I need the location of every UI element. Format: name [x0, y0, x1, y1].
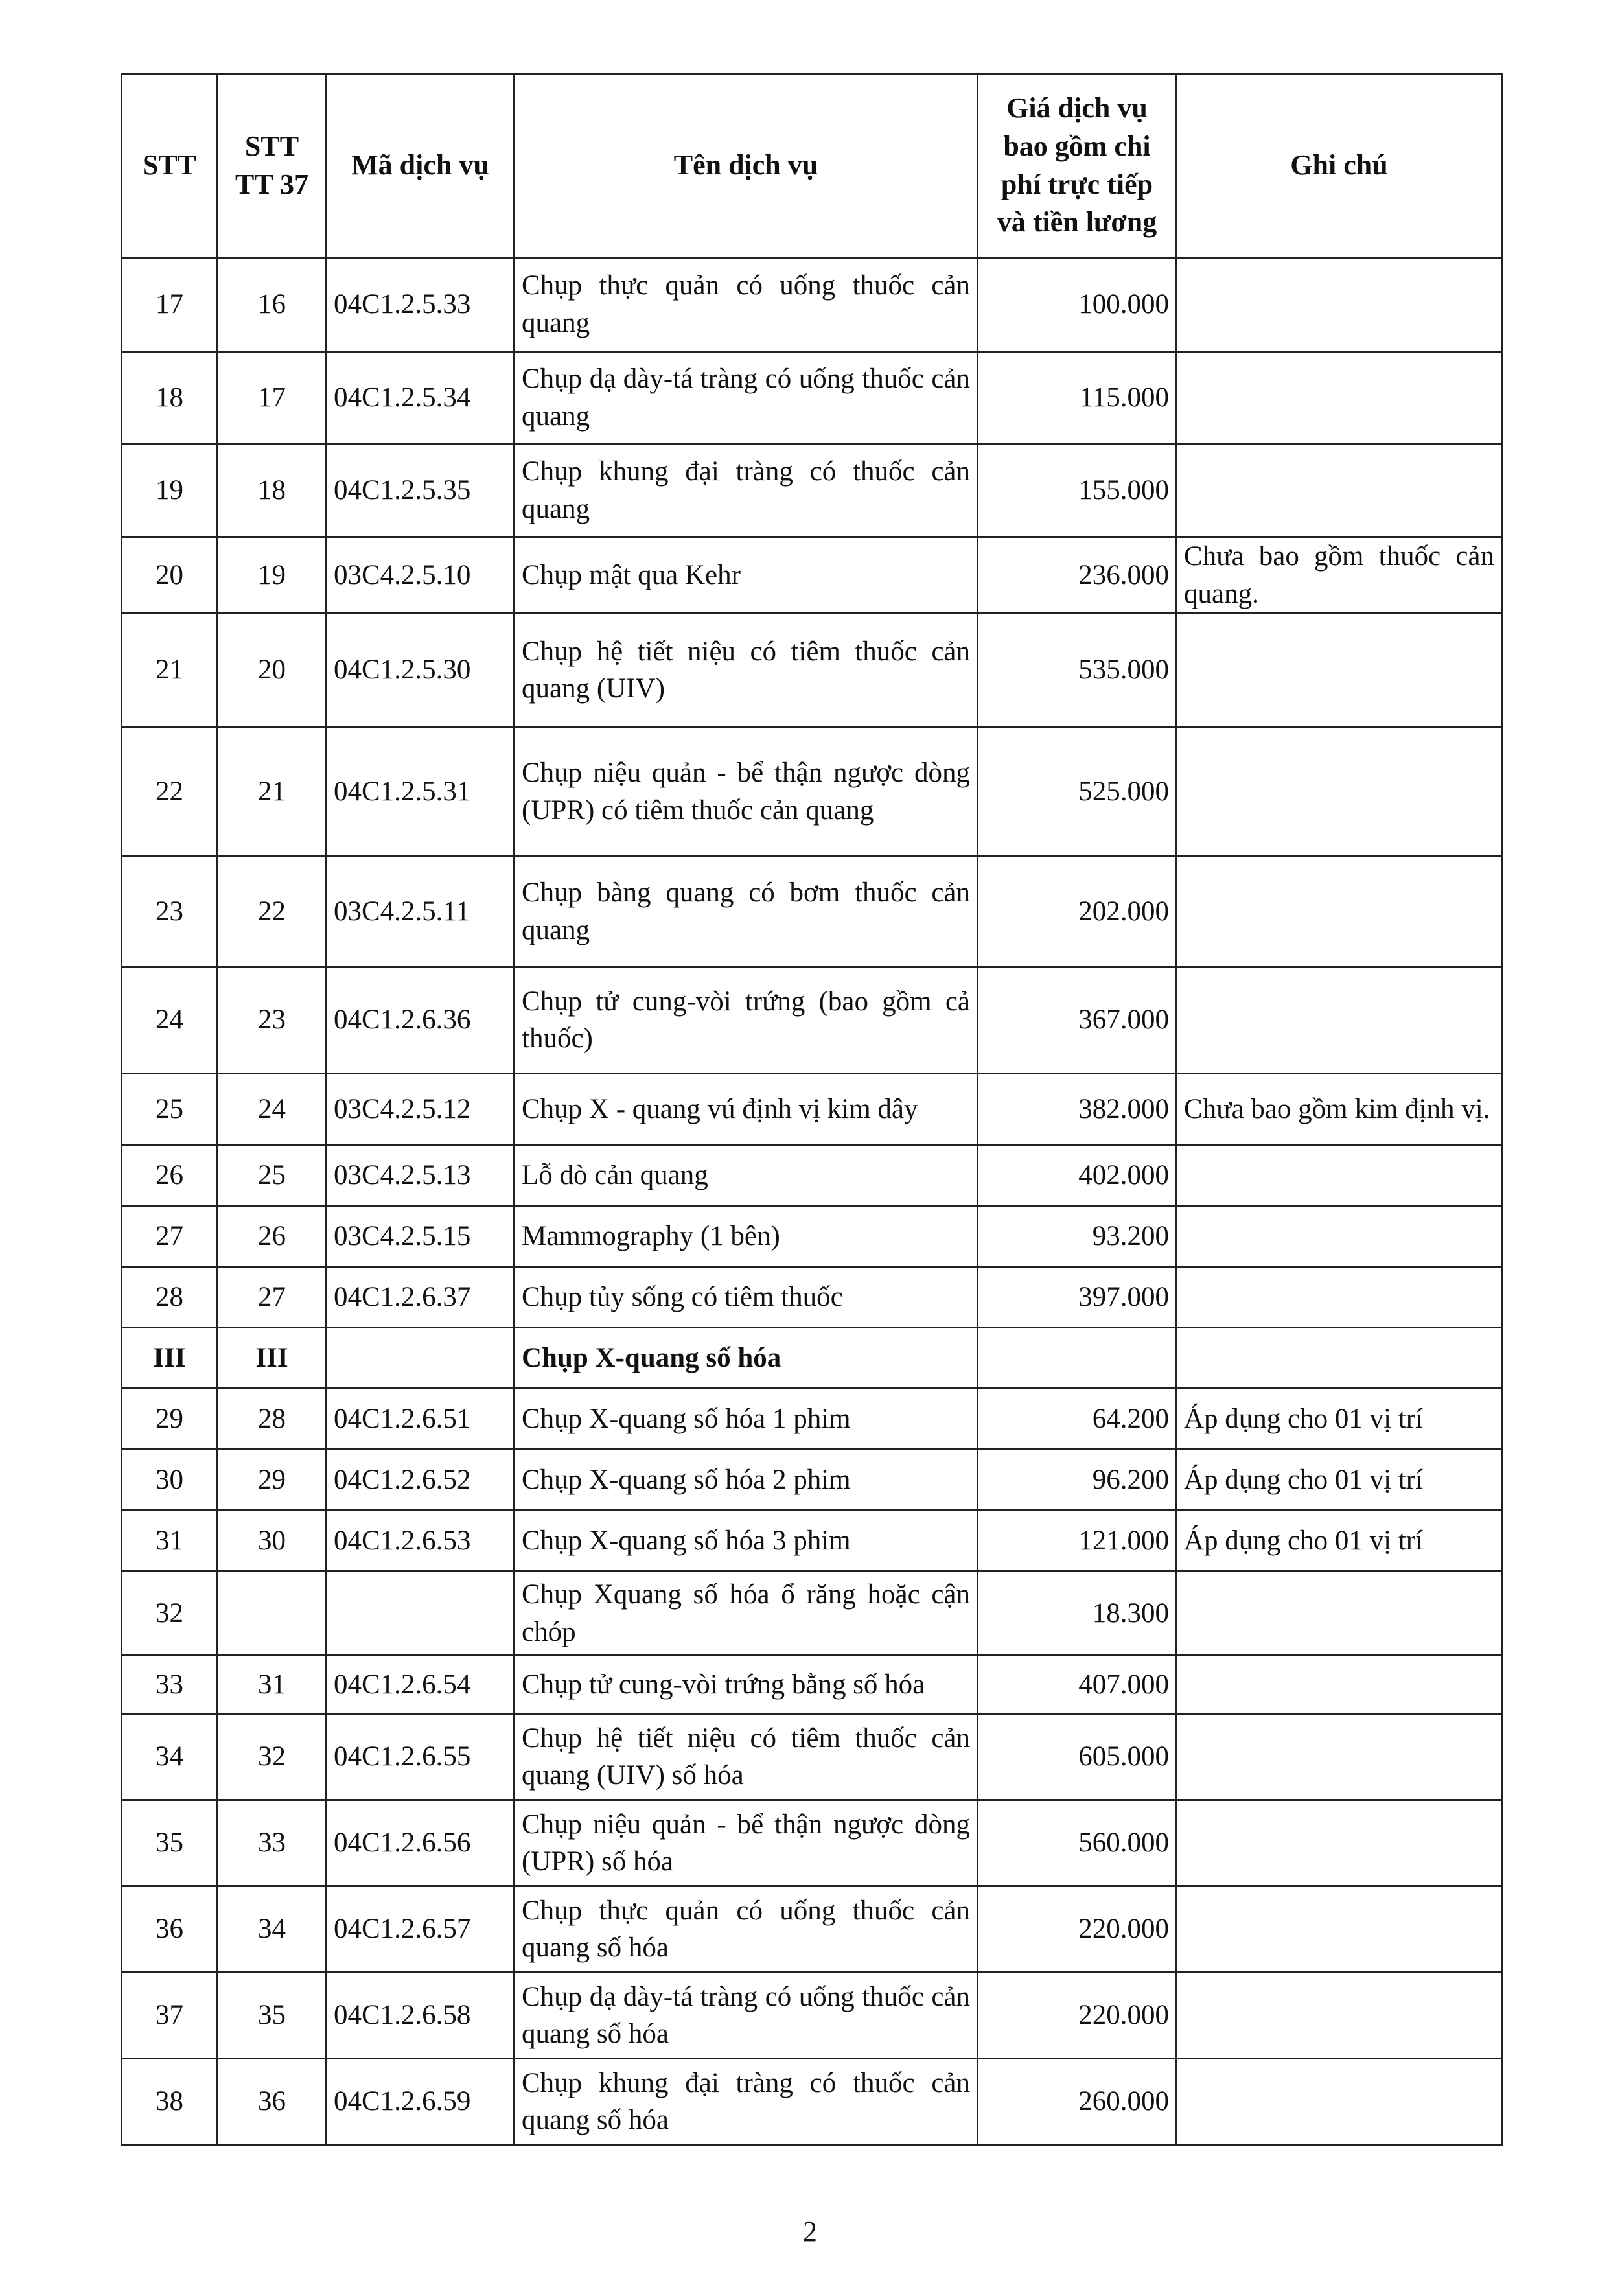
cell-note — [1177, 1973, 1502, 2059]
cell-stt-tt37: 17 — [218, 352, 327, 445]
header-stt: STT — [122, 74, 218, 258]
cell-stt-tt37: 25 — [218, 1145, 327, 1206]
table-row — [122, 614, 1502, 727]
cell-stt: III — [122, 1328, 218, 1389]
cell-service-name: Chụp X-quang số hóa 3 phim — [515, 1511, 978, 1571]
cell-service-name: Chụp dạ dày-tá tràng có uống thuốc cản quang số hóa — [515, 1973, 978, 2059]
cell-service-code: 04C1.2.5.31 — [327, 727, 515, 857]
cell-stt-tt37: 20 — [218, 614, 327, 727]
cell-service-code: 03C4.2.5.13 — [327, 1145, 515, 1206]
cell-stt-tt37: 29 — [218, 1450, 327, 1511]
cell-note — [1177, 967, 1502, 1074]
cell-stt-tt37: 24 — [218, 1074, 327, 1145]
cell-service-name: Chụp X-quang số hóa — [515, 1328, 978, 1389]
cell-stt: 29 — [122, 1389, 218, 1450]
cell-price: 535.000 — [978, 614, 1177, 727]
cell-price: 155.000 — [978, 445, 1177, 537]
cell-service-code: 04C1.2.6.37 — [327, 1267, 515, 1328]
cell-price: 260.000 — [978, 2059, 1177, 2145]
cell-note — [1177, 1571, 1502, 1656]
table-row — [122, 1886, 1502, 1973]
cell-note — [1177, 857, 1502, 967]
table-row — [122, 1267, 1502, 1328]
cell-stt-tt37: 21 — [218, 727, 327, 857]
cell-service-name: Chụp khung đại tràng có thuốc cản quang số hóa — [515, 2059, 978, 2145]
cell-price: 18.300 — [978, 1571, 1177, 1656]
cell-note — [1177, 1800, 1502, 1886]
cell-note: Áp dụng cho 01 vị trí — [1177, 1389, 1502, 1450]
cell-stt: 20 — [122, 537, 218, 614]
cell-price: 93.200 — [978, 1206, 1177, 1267]
table-row — [122, 857, 1502, 967]
cell-note: Chưa bao gồm thuốc cản quang. — [1177, 537, 1502, 614]
cell-stt: 21 — [122, 614, 218, 727]
cell-price: 382.000 — [978, 1074, 1177, 1145]
cell-price: 220.000 — [978, 1886, 1177, 1973]
table-row — [122, 258, 1502, 352]
table-header-row — [122, 74, 1502, 258]
cell-price: 236.000 — [978, 537, 1177, 614]
cell-price: 96.200 — [978, 1450, 1177, 1511]
table-row — [122, 1074, 1502, 1145]
cell-service-code: 04C1.2.6.52 — [327, 1450, 515, 1511]
cell-note — [1177, 258, 1502, 352]
cell-service-name: Chụp X - quang vú định vị kim dây — [515, 1074, 978, 1145]
cell-stt-tt37: 27 — [218, 1267, 327, 1328]
cell-note — [1177, 352, 1502, 445]
header-stt-tt37: STT TT 37 — [218, 74, 327, 258]
cell-stt-tt37: 31 — [218, 1656, 327, 1714]
cell-service-name: Chụp mật qua Kehr — [515, 537, 978, 614]
cell-service-name: Lỗ dò cản quang — [515, 1145, 978, 1206]
cell-stt: 30 — [122, 1450, 218, 1511]
table-row — [122, 1206, 1502, 1267]
cell-stt-tt37: 18 — [218, 445, 327, 537]
cell-service-name: Chụp khung đại tràng có thuốc cản quang — [515, 445, 978, 537]
cell-stt: 38 — [122, 2059, 218, 2145]
cell-service-name: Chụp Xquang số hóa ổ răng hoặc cận chóp — [515, 1571, 978, 1656]
cell-stt: 26 — [122, 1145, 218, 1206]
cell-service-code: 04C1.2.5.35 — [327, 445, 515, 537]
table-body — [122, 258, 1502, 2145]
cell-price: 560.000 — [978, 1800, 1177, 1886]
cell-stt: 18 — [122, 352, 218, 445]
cell-price: 525.000 — [978, 727, 1177, 857]
cell-service-code: 04C1.2.6.54 — [327, 1656, 515, 1714]
cell-stt-tt37: 32 — [218, 1714, 327, 1800]
cell-note — [1177, 1714, 1502, 1800]
cell-stt-tt37: 16 — [218, 258, 327, 352]
cell-price: 397.000 — [978, 1267, 1177, 1328]
cell-price — [978, 1328, 1177, 1389]
cell-stt: 33 — [122, 1656, 218, 1714]
cell-price: 407.000 — [978, 1656, 1177, 1714]
table-row — [122, 1389, 1502, 1450]
cell-service-code: 04C1.2.5.34 — [327, 352, 515, 445]
cell-service-code — [327, 1571, 515, 1656]
cell-stt: 23 — [122, 857, 218, 967]
cell-service-name: Chụp niệu quản - bể thận ngược dòng (UPR) số hóa — [515, 1800, 978, 1886]
cell-service-name: Chụp hệ tiết niệu có tiêm thuốc cản quang (UIV) số hóa — [515, 1714, 978, 1800]
cell-price: 100.000 — [978, 258, 1177, 352]
cell-service-code: 04C1.2.5.33 — [327, 258, 515, 352]
cell-service-name: Chụp hệ tiết niệu có tiêm thuốc cản quang (UIV) — [515, 614, 978, 727]
cell-stt-tt37: 28 — [218, 1389, 327, 1450]
table-row — [122, 352, 1502, 445]
table-row — [122, 2059, 1502, 2145]
table-row — [122, 537, 1502, 614]
cell-service-name: Chụp tử cung-vòi trứng bằng số hóa — [515, 1656, 978, 1714]
cell-service-name: Chụp X-quang số hóa 1 phim — [515, 1389, 978, 1450]
cell-stt-tt37: 26 — [218, 1206, 327, 1267]
cell-price: 64.200 — [978, 1389, 1177, 1450]
cell-price: 220.000 — [978, 1973, 1177, 2059]
cell-stt-tt37 — [218, 1571, 327, 1656]
table-row — [122, 1800, 1502, 1886]
cell-note: Chưa bao gồm kim định vị. — [1177, 1074, 1502, 1145]
cell-price: 121.000 — [978, 1511, 1177, 1571]
cell-note — [1177, 614, 1502, 727]
table-row — [122, 1656, 1502, 1714]
cell-note: Áp dụng cho 01 vị trí — [1177, 1450, 1502, 1511]
cell-note — [1177, 2059, 1502, 2145]
cell-service-code — [327, 1328, 515, 1389]
cell-service-code: 03C4.2.5.10 — [327, 537, 515, 614]
table-row — [122, 445, 1502, 537]
table-row — [122, 727, 1502, 857]
cell-price: 115.000 — [978, 352, 1177, 445]
cell-service-name: Chụp niệu quản - bể thận ngược dòng (UPR) có tiêm thuốc cản quang — [515, 727, 978, 857]
cell-service-code: 04C1.2.6.53 — [327, 1511, 515, 1571]
cell-service-name: Chụp thực quản có uống thuốc cản quang số hóa — [515, 1886, 978, 1973]
cell-service-code: 04C1.2.6.51 — [327, 1389, 515, 1450]
price-list-page — [121, 73, 1501, 2146]
cell-stt: 17 — [122, 258, 218, 352]
cell-service-name: Chụp X-quang số hóa 2 phim — [515, 1450, 978, 1511]
cell-service-name: Mammography (1 bên) — [515, 1206, 978, 1267]
cell-stt: 24 — [122, 967, 218, 1074]
cell-note — [1177, 1267, 1502, 1328]
cell-note: Áp dụng cho 01 vị trí — [1177, 1511, 1502, 1571]
cell-service-code: 03C4.2.5.15 — [327, 1206, 515, 1267]
cell-service-code: 04C1.2.6.55 — [327, 1714, 515, 1800]
table-row — [122, 1450, 1502, 1511]
cell-stt: 36 — [122, 1886, 218, 1973]
cell-stt-tt37: 33 — [218, 1800, 327, 1886]
cell-service-code: 04C1.2.6.58 — [327, 1973, 515, 2059]
header-note: Ghi chú — [1177, 74, 1502, 258]
cell-stt-tt37: 19 — [218, 537, 327, 614]
table-row — [122, 1145, 1502, 1206]
cell-service-name: Chụp tử cung-vòi trứng (bao gồm cả thuốc) — [515, 967, 978, 1074]
cell-note — [1177, 1145, 1502, 1206]
cell-stt-tt37: 35 — [218, 1973, 327, 2059]
service-price-table — [121, 73, 1503, 2146]
cell-service-name: Chụp thực quản có uống thuốc cản quang — [515, 258, 978, 352]
header-service-code: Mã dịch vụ — [327, 74, 515, 258]
cell-service-code: 04C1.2.6.59 — [327, 2059, 515, 2145]
cell-stt: 25 — [122, 1074, 218, 1145]
table-row — [122, 1571, 1502, 1656]
section-row — [122, 1328, 1502, 1389]
cell-service-name: Chụp dạ dày-tá tràng có uống thuốc cản quang — [515, 352, 978, 445]
cell-service-code: 04C1.2.5.30 — [327, 614, 515, 727]
cell-stt: 35 — [122, 1800, 218, 1886]
cell-stt: 31 — [122, 1511, 218, 1571]
cell-service-code: 04C1.2.6.57 — [327, 1886, 515, 1973]
cell-service-code: 04C1.2.6.56 — [327, 1800, 515, 1886]
cell-note — [1177, 1206, 1502, 1267]
cell-service-name: Chụp bàng quang có bơm thuốc cản quang — [515, 857, 978, 967]
cell-stt-tt37: 34 — [218, 1886, 327, 1973]
table-row — [122, 967, 1502, 1074]
cell-stt: 34 — [122, 1714, 218, 1800]
cell-service-code: 04C1.2.6.36 — [327, 967, 515, 1074]
cell-price: 367.000 — [978, 967, 1177, 1074]
cell-stt-tt37: III — [218, 1328, 327, 1389]
cell-stt: 27 — [122, 1206, 218, 1267]
cell-price: 202.000 — [978, 857, 1177, 967]
cell-service-code: 03C4.2.5.12 — [327, 1074, 515, 1145]
cell-note — [1177, 727, 1502, 857]
cell-price: 605.000 — [978, 1714, 1177, 1800]
page-number: 2 — [803, 2216, 817, 2247]
cell-stt: 37 — [122, 1973, 218, 2059]
cell-stt: 28 — [122, 1267, 218, 1328]
cell-stt: 19 — [122, 445, 218, 537]
header-price: Giá dịch vụ bao gồm chi phí trực tiếp và tiền lương — [978, 74, 1177, 258]
cell-note — [1177, 445, 1502, 537]
cell-stt: 22 — [122, 727, 218, 857]
cell-stt-tt37: 36 — [218, 2059, 327, 2145]
cell-note — [1177, 1656, 1502, 1714]
table-row — [122, 1714, 1502, 1800]
cell-stt-tt37: 22 — [218, 857, 327, 967]
cell-service-name: Chụp tủy sống có tiêm thuốc — [515, 1267, 978, 1328]
table-row — [122, 1511, 1502, 1571]
cell-stt-tt37: 30 — [218, 1511, 327, 1571]
cell-note — [1177, 1886, 1502, 1973]
cell-stt: 32 — [122, 1571, 218, 1656]
cell-service-code: 03C4.2.5.11 — [327, 857, 515, 967]
header-service-name: Tên dịch vụ — [515, 74, 978, 258]
table-row — [122, 1973, 1502, 2059]
cell-stt-tt37: 23 — [218, 967, 327, 1074]
cell-note — [1177, 1328, 1502, 1389]
cell-price: 402.000 — [978, 1145, 1177, 1206]
